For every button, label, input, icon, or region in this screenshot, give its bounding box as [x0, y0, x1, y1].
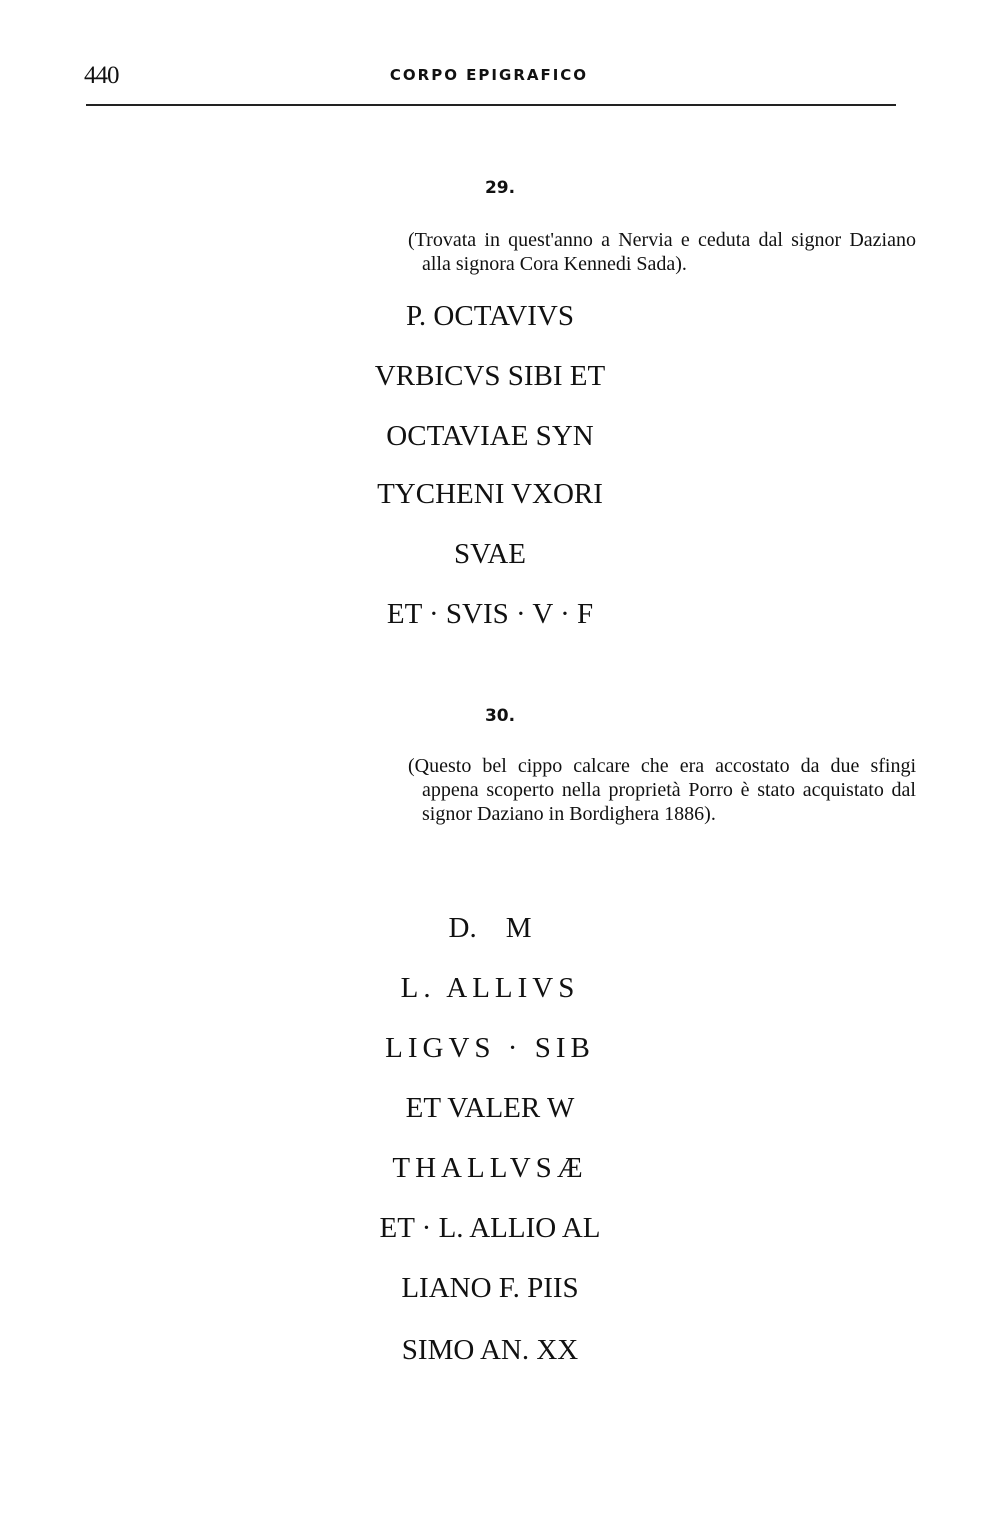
inscription-line: THALLVSÆ: [392, 1152, 588, 1184]
inscription-line: SVAE: [454, 538, 526, 570]
inscription-line: ET VALER W: [405, 1092, 575, 1124]
entry-note: (Trovata in quest'anno a Nervia e ceduta dal signor Daziano alla signora Cora Kennedi Sada).: [408, 229, 916, 275]
entry-number: 30.: [484, 706, 516, 726]
inscription-line: P. OCTAVIVS: [406, 300, 574, 332]
entry-note: (Questo bel cippo calcare che era accostato da due sfingi appena scoperto nella proprietà Porro è stato acquistato dal signor Daziano in Bordighera 1886).: [408, 755, 916, 825]
inscription-line: TYCHENI VXORI: [377, 478, 603, 510]
entry-number: 29.: [484, 178, 516, 198]
inscription-line: ET · SVIS · V · F: [386, 598, 594, 630]
page-number: 440: [84, 62, 119, 89]
inscription-line: ET · L. ALLIO AL: [379, 1212, 601, 1244]
inscription-line: LIANO F. PIIS: [401, 1272, 579, 1304]
inscription-line: SIMO AN. XX: [401, 1334, 579, 1366]
running-head: [0, 66, 1000, 84]
inscription-line: OCTAVIAE SYN: [386, 420, 594, 452]
inscription-line: L. ALLIVS: [400, 972, 580, 1004]
inscription-line: LIGVS · SIB: [385, 1032, 595, 1064]
inscription-line: D. M: [448, 912, 532, 944]
running-title: CORPO EPIGRAFICO: [389, 66, 589, 84]
inscription-line: VRBICVS SIBI ET: [374, 360, 606, 392]
header-rule: [86, 104, 896, 106]
